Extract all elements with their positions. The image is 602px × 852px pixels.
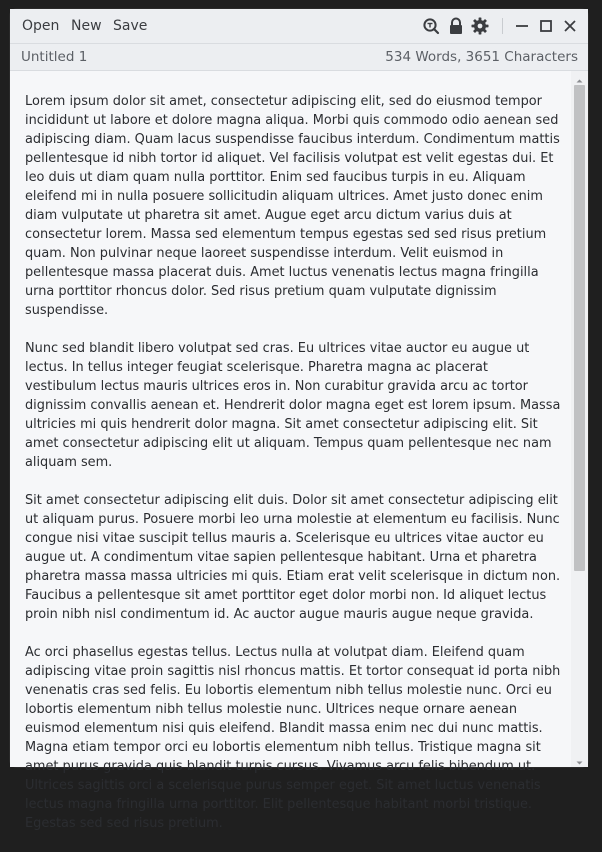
search-icon[interactable] [422,17,440,35]
lock-icon[interactable] [447,17,465,35]
gear-icon[interactable] [471,17,489,35]
scroll-down-icon[interactable] [571,754,588,766]
open-button[interactable]: Open [22,18,60,34]
paragraph[interactable]: Nunc sed blandit libero volutpat sed cras. Eu ultrices vitae auctor eu augue ut lectus. In tellus integer feugiat scelerisque. Pharetra magna ac placerat vestibulum lectus mauris ultrices eros in. Non curabitur gravida arcu ac tortor dignissim convallis aenean et. Hendrerit dolor magna eget est lorem ipsum. Massa ultricies mi quis hendrerit dolor magna. Sit amet consectetur adipiscing elit. Sit amet consectetur adipiscing elit ut aliquam. Tempus quam pellentesque nec nam aliquam sem. [25,341,561,470]
editor-content[interactable] [25,92,561,852]
maximize-icon[interactable] [537,17,555,35]
scroll-up-icon[interactable] [571,72,588,84]
document-title: Untitled 1 [21,49,88,65]
paragraph[interactable]: Sit amet consectetur adipiscing elit duis. Dolor sit amet consectetur adipiscing elit ut aliquam purus. Posuere morbi leo urna molestie at elementum eu facilisis. Nunc congue nisi vitae suscipit tellus mauris a. Scelerisque eu ultrices vitae auctor eu augue ut. A condimentum vitae sapien pellentesque habitant. Urna et pharetra pharetra massa massa ultricies mi quis. Etiam erat velit scelerisque in dictum non. Faucibus a pellentesque sit amet porttitor eget dolor morbi non. Id aliquet lectus proin nibh nisl condimentum id. Ac auctor augue mauris augue neque gravida. [25,493,561,622]
title-divider [502,18,503,34]
vertical-scrollbar[interactable] [571,71,588,767]
paragraph[interactable]: Lorem ipsum dolor sit amet, consectetur adipiscing elit, sed do eiusmod tempor incididunt ut labore et dolore magna aliqua. Morbi quis commodo odio aenean sed adipiscing diam. Quam lacus suspendisse faucibus interdum. Condimentum mattis pellentesque id nibh tortor id aliquet. Vel facilisis volutpat est velit egestas dui. Et leo duis ut diam quam nulla porttitor. Enim sed faucibus turpis in eu. Aliquam eleifend mi in nulla posuere sollicitudin aliquam ultrices. Amet justo donec enim diam vulputate ut pharetra sit amet. Augue eget arcu dictum varius duis at consectetur lorem. Massa sed elementum tempus egestas sed sed risus pretium quam. Non pulvinar neque laoreet suspendisse interdum. Velit euismod in pellentesque massa placerat duis. Amet luctus venenatis lectus magna fringilla urna porttitor rhoncus dolor. Sed risus pretium quam vulputate dignissim suspendisse. [25,94,560,318]
new-button[interactable]: New [71,18,102,34]
paragraph[interactable]: Ac orci phasellus egestas tellus. Lectus nulla at volutpat diam. Eleifend quam adipiscing vitae proin sagittis nisl rhoncus mattis. Et tortor consequat id porta nibh venenatis cras sed felis. Eu lobortis elementum nibh tellus molestie nunc. Orci eu lobortis elementum nibh tellus molestie nunc. Ultrices neque ornare aenean euismod elementum nisi quis eleifend. Blandit massa enim nec dui nunc mattis. Magna etiam tempor orci eu lobortis elementum nibh tellus. Tristique magna sit amet purus gravida quis blandit turpis cursus. Vivamus arcu felis bibendum ut. Ultrices sagittis orci a scelerisque purus semper eget. Sit amet luctus venenatis lectus magna fringilla urna porttitor. Elit pellentesque habitant morbi tristique. Egestas sed sed risus pretium. [25,645,561,831]
minimize-icon[interactable] [513,17,531,35]
word-count: 534 Words, 3651 Characters [385,49,578,65]
title-bar [10,9,588,44]
editor-window [10,9,588,831]
close-icon[interactable] [561,17,579,35]
save-button[interactable]: Save [113,18,148,34]
status-bar [10,44,588,71]
text-editor[interactable] [10,71,571,831]
scroll-thumb[interactable] [574,85,585,571]
